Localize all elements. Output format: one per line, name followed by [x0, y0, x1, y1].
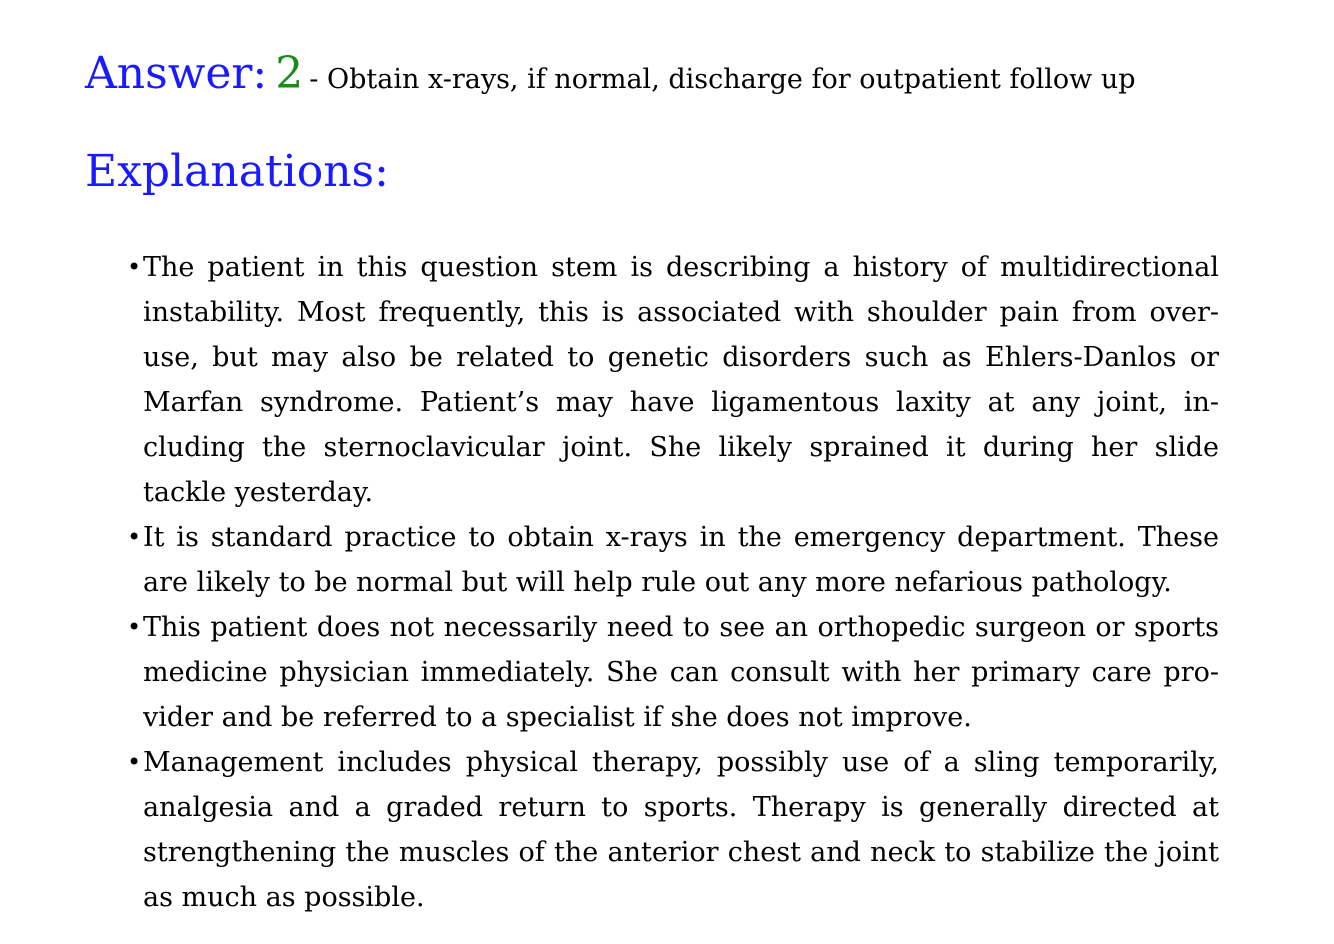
answer-number: 2: [275, 48, 304, 99]
explanation-item-3: [127, 605, 1219, 740]
explanation-text-2: It is standard practice to obtain x-rays in the emergency department. These are likely to be normal but will help rule out any more nefarious pathology.: [143, 522, 1219, 598]
answer-line: [85, 44, 1136, 113]
explanation-item-2: [127, 515, 1219, 605]
explanation-item-4: [127, 740, 1219, 920]
answer-label: Answer:: [85, 48, 268, 99]
explanation-text-3: This patient does not necessarily need to see an orthopedic surgeon or sports medicine physician immediately. She can consult with her primary care provider and be referred to a specialist if she does not improve.: [143, 612, 1219, 733]
explanation-item-1: [127, 245, 1219, 515]
bullet-icon: •: [127, 523, 142, 551]
explanation-text-4: Management includes physical therapy, possibly use of a sling temporarily, analgesia and a graded return to sports. Therapy is generally directed at strengthening the muscles of the anterior chest and neck to stabilize the joint as much as possible.: [143, 747, 1219, 913]
bullet-icon: •: [127, 613, 142, 641]
explanation-list: [127, 245, 1219, 920]
bullet-icon: •: [127, 748, 142, 776]
answer-text: - Obtain x-rays, if normal, discharge for outpatient follow up: [309, 64, 1136, 95]
explanations-heading: Explanations:: [85, 146, 389, 197]
explanation-text-1: The patient in this question stem is describing a history of multidirectional instability. Most frequently, this is associated with shoulder pain from overuse, but may also be related to genetic disorders such as Ehlers-Danlos or Marfan syndrome. Patient’s may have ligamentous laxity at any joint, including the sternoclavicular joint. She likely sprained it during her slide tackle yesterday.: [143, 252, 1219, 508]
bullet-icon: •: [127, 253, 142, 281]
